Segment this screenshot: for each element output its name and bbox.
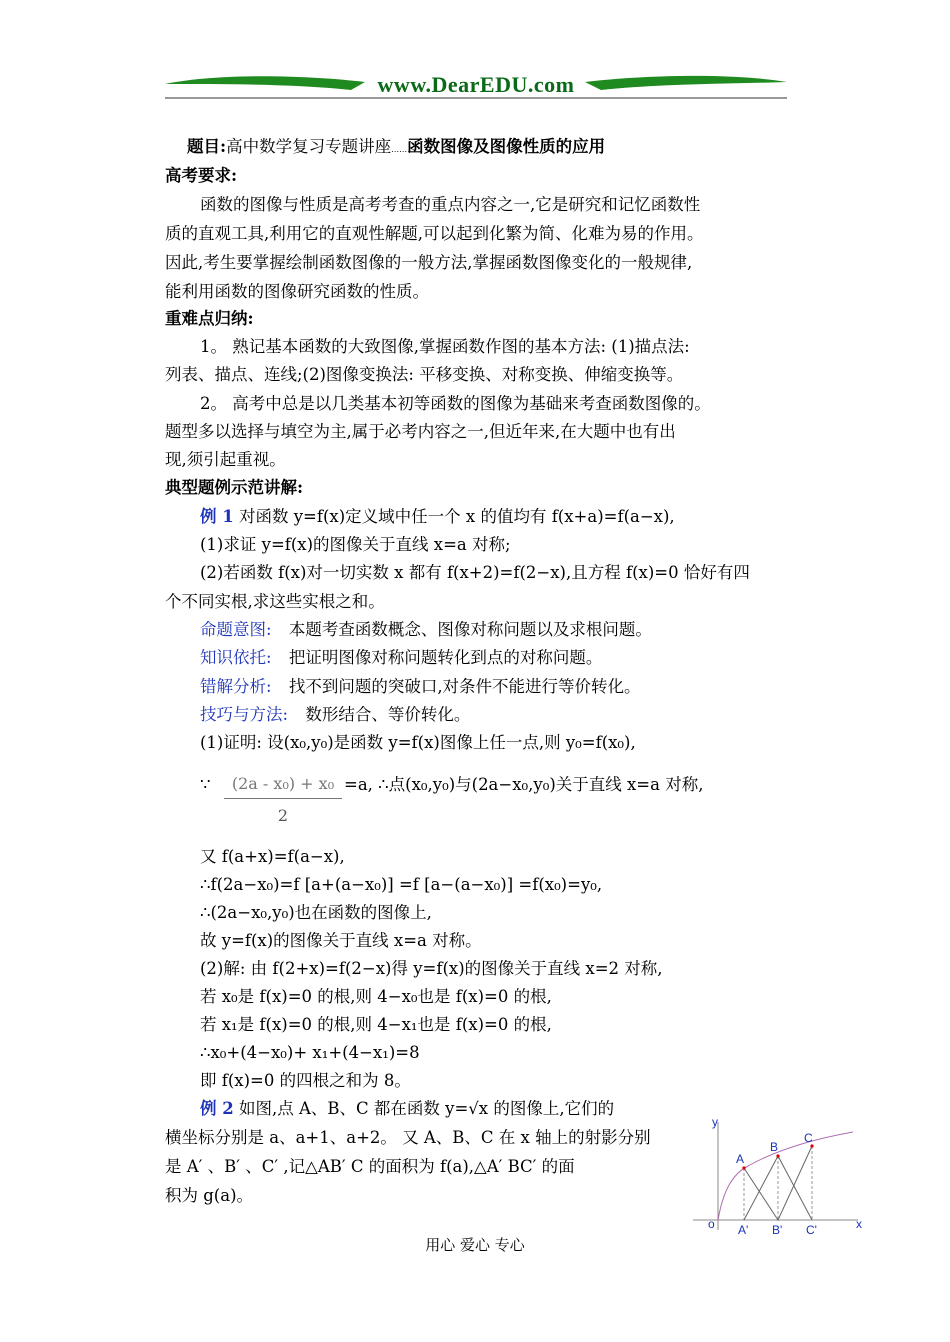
because-symbol: ∵ [200, 775, 211, 794]
solution-line-5: 即 f(x)=0 的四根之和为 8。 [200, 1071, 411, 1090]
example-1-text: 对函数 y=f(x)定义域中任一个 x 的值均有 f(x+a)=f(a−x), [238, 507, 675, 526]
proof-line-5: ∴(2a−x₀,y₀)也在函数的图像上, [200, 903, 432, 922]
key-point-1-line-2: 列表、描点、连线;(2)图像变换法: 平移变换、对称变换、伸缩变换等。 [165, 365, 684, 384]
key-points-heading: 重难点归纳: [165, 309, 254, 328]
title-text: 高中数学复习专题讲座 [226, 137, 392, 156]
solution-line-2: 若 x₀是 f(x)=0 的根,则 4−x₀也是 f(x)=0 的根, [200, 987, 552, 1006]
label-origin: o [708, 1217, 715, 1231]
basis-label: 知识依托: [200, 648, 272, 667]
sqrt-graph [688, 1110, 868, 1240]
error-text: 找不到问题的突破口,对条件不能进行等价转化。 [288, 677, 641, 696]
point-b [776, 1154, 779, 1157]
intent-label: 命题意图: [200, 620, 272, 639]
label-b-prime: B' [772, 1223, 783, 1237]
example-1-label: 例 1 [200, 507, 234, 526]
error-label: 错解分析: [200, 677, 272, 696]
key-point-2-line-1: 2。 高考中总是以几类基本初等函数的图像为基础来考查函数图像的。 [200, 394, 711, 413]
header-banner [165, 70, 787, 102]
label-x: x [856, 1217, 862, 1231]
proof-line-1: (1)证明: 设(x₀,y₀)是函数 y=f(x)图像上任一点,则 y₀=f(x₀), [200, 733, 636, 752]
basis-text: 把证明图像对称问题转化到点的对称问题。 [288, 648, 603, 667]
label-c-prime: C' [806, 1223, 817, 1237]
requirements-heading: 高考要求: [165, 166, 238, 185]
example-2-line-2: 横坐标分别是 a、a+1、a+2。 又 A、B、C 在 x 轴上的射影分别 [165, 1128, 651, 1147]
key-point-2-line-3: 现,须引起重视。 [165, 450, 286, 469]
examples-heading: 典型题例示范讲解: [165, 478, 304, 497]
title-label: 题目: [187, 137, 227, 156]
proof-line-3: 又 f(a+x)=f(a−x), [200, 847, 345, 866]
site-name[interactable]: www.DearEDU.com [377, 72, 575, 97]
example-1-line-1 [200, 507, 675, 527]
fraction-numerator: (2a - x₀) + x₀ [231, 774, 335, 793]
intent-line [200, 620, 652, 640]
label-y: y [712, 1115, 718, 1129]
sqrt-curve [718, 1132, 853, 1220]
point-a [742, 1166, 745, 1169]
label-c: C [804, 1131, 813, 1145]
error-line [200, 677, 641, 697]
method-line [200, 705, 470, 725]
requirements-line-1: 函数的图像与性质是高考考查的重点内容之一,它是研究和记忆函数性 [200, 195, 701, 214]
title-subject: 函数图像及图像性质的应用 [407, 137, 606, 156]
example-2-text: 如图,点 A、B、C 都在函数 y=√x 的图像上,它们的 [238, 1099, 615, 1118]
solution-line-1: (2)解: 由 f(2+x)=f(2−x)得 y=f(x)的图像关于直线 x=2 对称, [200, 959, 663, 978]
example-1-line-4: 个不同实根,求这些实根之和。 [165, 592, 385, 611]
requirements-line-2: 质的直观工具,利用它的直观性解题,可以起到化繁为简、化难为易的作用。 [165, 224, 704, 243]
solution-line-3: 若 x₁是 f(x)=0 的根,则 4−x₁也是 f(x)=0 的根, [200, 1015, 552, 1034]
proof-line-2: =a, ∴点(x₀,y₀)与(2a−x₀,y₀)关于直线 x=a 对称, [344, 775, 704, 794]
proof-line-4: ∴f(2a−x₀)=f [a+(a−x₀)] =f [a−(a−x₀)] =f(x₀)=y₀, [200, 875, 603, 894]
label-a: A [736, 1152, 745, 1166]
example-2-line-1 [200, 1099, 614, 1119]
key-point-1-line-1: 1。 熟记基本函数的大致图像,掌握函数作图的基本方法: (1)描点法: [200, 337, 690, 356]
intent-text: 本题考查函数概念、图像对称问题以及求根问题。 [288, 620, 652, 639]
requirements-line-4: 能利用函数的图像研究函数的性质。 [165, 282, 429, 301]
key-point-2-line-2: 题型多以选择与填空为主,属于必考内容之一,但近年来,在大题中也有出 [165, 422, 676, 441]
sqrt-graph-figure [688, 1110, 868, 1244]
proof-line-6: 故 y=f(x)的图像关于直线 x=a 对称。 [200, 931, 482, 950]
requirements-line-3: 因此,考生要掌握绘制函数图像的一般方法,掌握函数图像变化的一般规律, [165, 253, 693, 272]
label-a-prime: A' [738, 1223, 749, 1237]
method-text: 数形结合、等价转化。 [305, 705, 471, 724]
method-label: 技巧与方法: [200, 705, 289, 724]
page-footer: 用心 爱心 专心 [425, 1236, 525, 1254]
solution-line-4: ∴x₀+(4−x₀)+ x₁+(4−x₁)=8 [200, 1043, 420, 1062]
example-2-line-3: 是 A′ 、B′ 、C′ ,记△AB′ C 的面积为 f(a),△A′ BC′ 的面 [165, 1157, 575, 1176]
example-1-line-2: (1)求证 y=f(x)的图像关于直线 x=a 对称; [200, 535, 511, 554]
example-2-label: 例 2 [200, 1099, 234, 1118]
page-title [187, 137, 605, 160]
fraction [222, 770, 347, 830]
fraction-bar [224, 798, 342, 799]
example-2-line-4: 积为 g(a)。 [165, 1186, 254, 1205]
label-b: B [770, 1140, 779, 1154]
fraction-denominator: 2 [277, 806, 289, 825]
title-dots: …… [391, 145, 408, 154]
example-1-line-3: (2)若函数 f(x)对一切实数 x 都有 f(x+2)=f(2−x),且方程 f(x)=0 恰好有四 [200, 563, 750, 582]
basis-line [200, 648, 602, 668]
